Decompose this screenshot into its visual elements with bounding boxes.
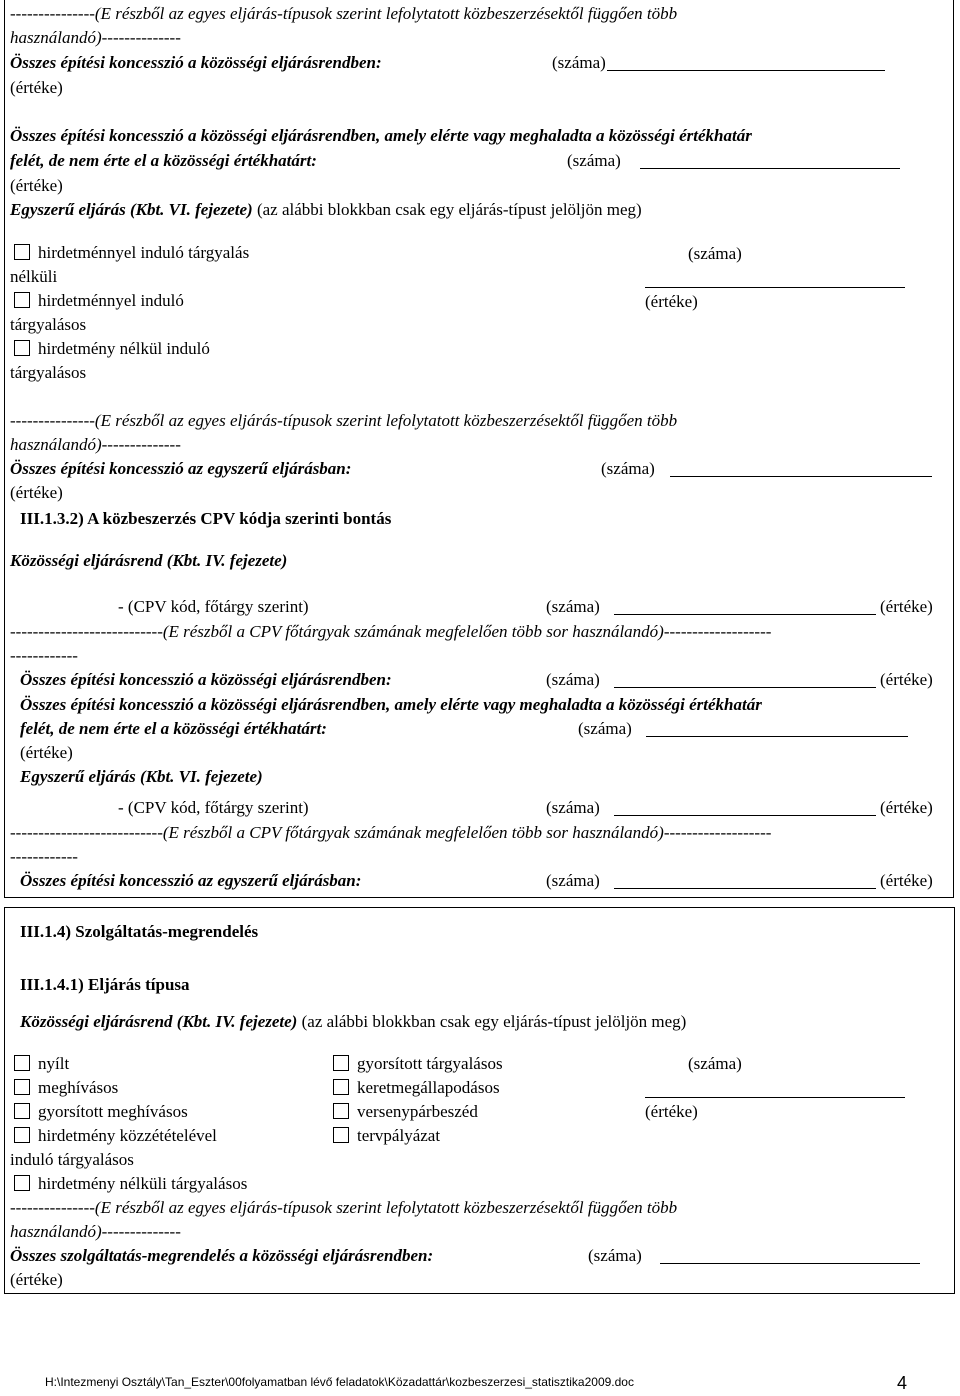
option-label: gyorsított tárgyalásos <box>357 1054 503 1073</box>
checkbox-accelerated-negotiated[interactable] <box>333 1055 349 1071</box>
count-label: (száma) <box>588 1246 642 1265</box>
count-label: (száma) <box>552 53 606 72</box>
services-heading: III.1.4) Szolgáltatás-megrendelés <box>20 922 259 941</box>
count-label: (száma) <box>567 151 621 170</box>
option-label: hirdetmény nélkül induló <box>38 339 210 358</box>
value-label: (értéke) <box>645 1102 698 1121</box>
value-label: (értéke) <box>645 292 698 311</box>
checkbox-restricted[interactable] <box>14 1079 30 1095</box>
value-label: (értéke) <box>10 1270 63 1289</box>
half-threshold-label: felét, de nem érte el a közösségi értékhatárt: <box>20 719 327 738</box>
count-input-line[interactable] <box>614 614 876 615</box>
total-community-label: Összes építési koncesszió a közösségi eljárásrendben: <box>10 53 382 72</box>
community-regime-heading: Közösségi eljárásrend (Kbt. IV. fejezete) <box>10 551 288 570</box>
count-input-line[interactable] <box>645 287 905 288</box>
checkbox-negotiated-without-notice[interactable] <box>14 1175 30 1191</box>
simple-total-label: Összes építési koncesszió az egyszerű eljárásban: <box>10 459 352 478</box>
option-label: tárgyalásos <box>10 363 87 382</box>
value-label: (értéke) <box>10 78 63 97</box>
count-input-line[interactable] <box>607 70 885 71</box>
count-input-line[interactable] <box>646 736 908 737</box>
count-label: (száma) <box>546 871 600 890</box>
count-label: (száma) <box>546 798 600 817</box>
separator-note: használandó)-------------- <box>10 28 181 47</box>
separator-note: használandó)-------------- <box>10 1222 181 1241</box>
half-threshold-label: Összes építési koncesszió a közösségi eljárásrendben, amely elérte vagy meghaladta a közösségi értékhatár <box>10 126 752 145</box>
value-label: (értéke) <box>880 871 933 890</box>
checkbox-no-notice-negotiated[interactable] <box>14 340 30 356</box>
option-label: hirdetménnyel induló tárgyalás <box>38 243 250 262</box>
document-path-footer: H:\Intezmenyi Osztály\Tan_Eszter\00folyamatban lévő feladatok\Közadattár\kozbeszerzesi_statisztika2009.doc <box>45 1375 634 1389</box>
value-label: (értéke) <box>880 597 933 616</box>
option-label: hirdetmény közzétételével <box>38 1126 217 1145</box>
checkbox-negotiated-no-notice[interactable] <box>14 244 30 260</box>
cpv-separator-note: ------------ <box>10 847 78 866</box>
count-label: (száma) <box>601 459 655 478</box>
count-input-line[interactable] <box>645 1097 905 1098</box>
count-input-line[interactable] <box>670 476 932 477</box>
option-label: gyorsított meghívásos <box>38 1102 188 1121</box>
separator-note: ---------------(E részből az egyes eljárás-típusok szerint lefolytatott közbeszerzésektől függően több <box>10 411 678 430</box>
cpv-separator-note: ---------------------------(E részből a CPV főtárgyak számának megfelelően több sor használandó)------------------- <box>10 823 772 842</box>
count-label: (száma) <box>578 719 632 738</box>
procedure-type-heading: III.1.4.1) Eljárás típusa <box>20 975 190 994</box>
option-label: versenypárbeszéd <box>357 1102 478 1121</box>
count-input-line[interactable] <box>640 168 900 169</box>
checkbox-negotiated-with-notice[interactable] <box>14 1127 30 1143</box>
option-label: tárgyalásos <box>10 315 87 334</box>
cpv-separator-note: ---------------------------(E részből a CPV főtárgyak számának megfelelően több sor használandó)------------------- <box>10 622 772 641</box>
option-label: nyílt <box>38 1054 70 1073</box>
value-label: (értéke) <box>20 743 73 762</box>
count-input-line[interactable] <box>614 687 876 688</box>
cpv-separator-note: ------------ <box>10 646 78 665</box>
separator-note: használandó)-------------- <box>10 435 181 454</box>
simple-total-label: Összes építési koncesszió az egyszerű eljárásban: <box>20 871 362 890</box>
checkbox-negotiated-notice[interactable] <box>14 292 30 308</box>
count-label: (száma) <box>546 670 600 689</box>
value-label: (értéke) <box>880 670 933 689</box>
cpv-line-label: - (CPV kód, főtárgy szerint) <box>118 798 309 817</box>
option-label: tervpályázat <box>357 1126 441 1145</box>
cpv-section-heading: III.1.3.2) A közbeszerzés CPV kódja szerinti bontás <box>20 509 392 528</box>
option-label: meghívásos <box>38 1078 119 1097</box>
value-label: (értéke) <box>880 798 933 817</box>
half-threshold-label: Összes építési koncesszió a közösségi eljárásrendben, amely elérte vagy meghaladta a közösségi értékhatár <box>20 695 762 714</box>
option-label: keretmegállapodásos <box>357 1078 500 1097</box>
separator-note: ---------------(E részből az egyes eljárás-típusok szerint lefolytatott közbeszerzésektől függően több <box>10 1198 678 1217</box>
checkbox-competitive-dialogue[interactable] <box>333 1103 349 1119</box>
checkbox-accelerated-restricted[interactable] <box>14 1103 30 1119</box>
cpv-line-label: - (CPV kód, főtárgy szerint) <box>118 597 309 616</box>
community-regime-heading: Közösségi eljárásrend (Kbt. IV. fejezete) (az alábbi blokkban csak egy eljárás-típust jelöljön meg) <box>20 1012 687 1031</box>
count-input-line[interactable] <box>614 888 876 889</box>
count-label: (száma) <box>688 1054 742 1073</box>
option-label: hirdetmény nélküli tárgyalásos <box>38 1174 248 1193</box>
option-label: hirdetménnyel induló <box>38 291 184 310</box>
value-label: (értéke) <box>10 176 63 195</box>
service-total-label: Összes szolgáltatás-megrendelés a közösségi eljárásrendben: <box>10 1246 434 1265</box>
total-community-label: Összes építési koncesszió a közösségi eljárásrendben: <box>20 670 392 689</box>
simple-procedure-heading: Egyszerű eljárás (Kbt. VI. fejezete) (az alábbi blokkban csak egy eljárás-típust jelöljön meg) <box>10 200 642 219</box>
checkbox-framework-agreement[interactable] <box>333 1079 349 1095</box>
count-input-line[interactable] <box>660 1263 920 1264</box>
checkbox-open[interactable] <box>14 1055 30 1071</box>
separator-note: ---------------(E részből az egyes eljárás-típusok szerint lefolytatott közbeszerzésektől függően több <box>10 4 678 23</box>
value-label: (értéke) <box>10 483 63 502</box>
count-label: (száma) <box>688 244 742 263</box>
checkbox-design-contest[interactable] <box>333 1127 349 1143</box>
count-input-line[interactable] <box>614 815 876 816</box>
count-label: (száma) <box>546 597 600 616</box>
simple-procedure-heading: Egyszerű eljárás (Kbt. VI. fejezete) <box>20 767 263 786</box>
option-label: nélküli <box>10 267 58 286</box>
option-label: induló tárgyalásos <box>10 1150 134 1169</box>
page-number: 4 <box>897 1373 908 1393</box>
half-threshold-label: felét, de nem érte el a közösségi értékhatárt: <box>10 151 317 170</box>
